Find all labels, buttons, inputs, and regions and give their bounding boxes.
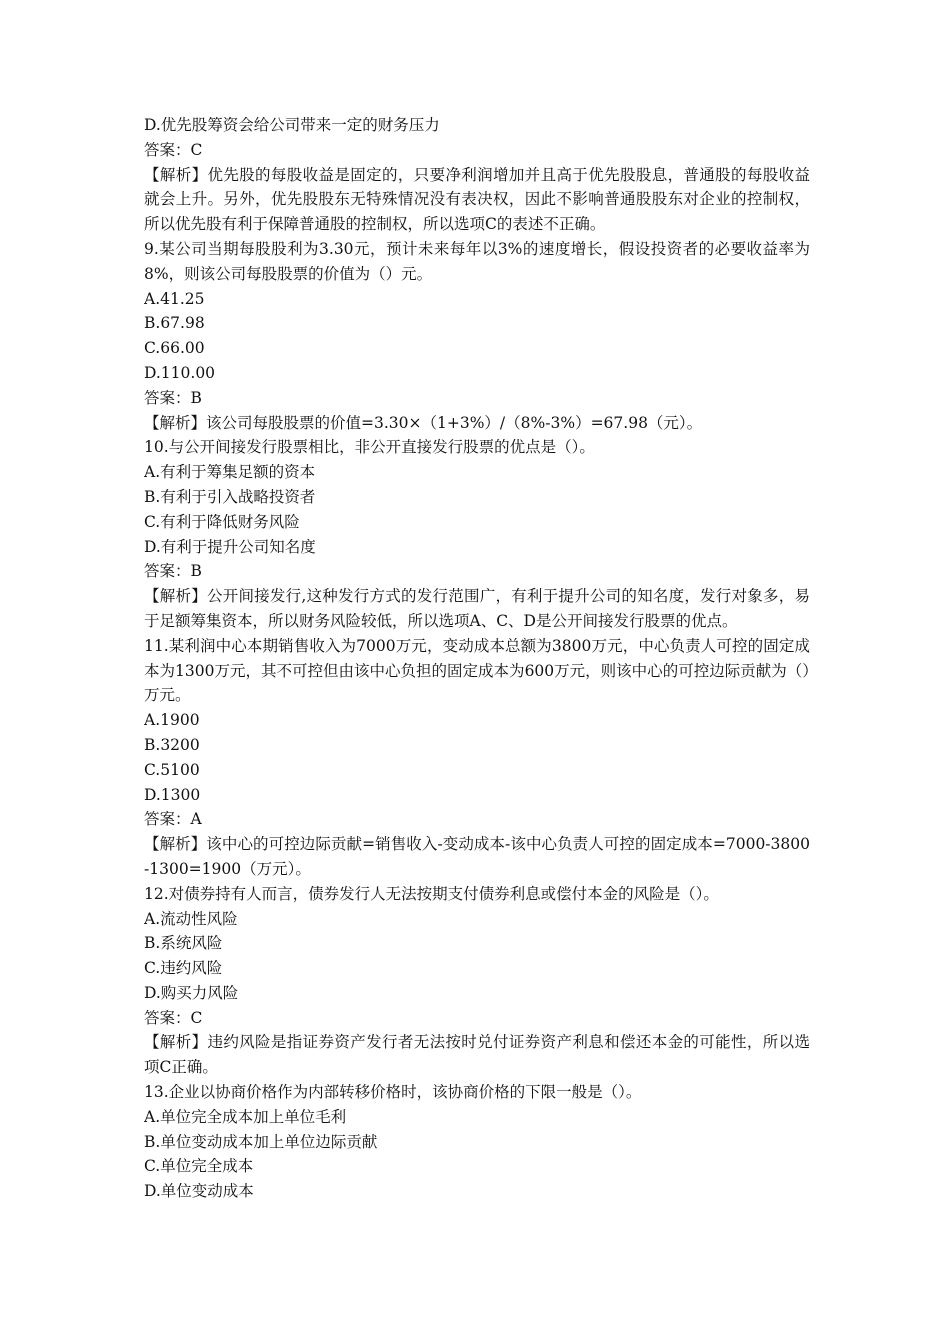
q11-analysis: 【解析】该中心的可控边际贡献=销售收入-变动成本-该中心负责人可控的固定成本=7000-3800-1300=1900（万元）。 (144, 835, 810, 878)
q9-option-d: D.110.00 (144, 363, 216, 382)
q8-answer: 答案：C (144, 140, 203, 159)
q10-answer: 答案：B (144, 562, 202, 581)
q10-option-c: C.有利于降低财务风险 (144, 512, 300, 531)
q9-answer: 答案：B (144, 388, 202, 407)
q13-option-c: C.单位完全成本 (144, 1157, 254, 1176)
q9-option-c: C.66.00 (144, 339, 205, 358)
q9-stem: 9.某公司当期每股股利为3.30元，预计未来每年以3%的速度增长，假设投资者的必要收益率为8%，则该公司每股股票的价值为（）元。 (144, 239, 810, 283)
q9-option-a: A.41.25 (144, 289, 205, 308)
q12-option-d: D.购买力风险 (144, 983, 239, 1002)
q13-stem: 13.企业以协商价格作为内部转移价格时，该协商价格的下限一般是（）。 (144, 1083, 642, 1102)
q13-option-b: B.单位变动成本加上单位边际贡献 (144, 1132, 378, 1151)
q8-option-d: D.优先股筹资会给公司带来一定的财务压力 (144, 116, 440, 134)
q10-option-b: B.有利于引入战略投资者 (144, 487, 316, 506)
q12-option-b: B.系统风险 (144, 934, 223, 953)
q13-option-a: A.单位完全成本加上单位毛利 (144, 1107, 347, 1126)
q10-analysis: 【解析】公开间接发行,这种发行方式的发行范围广，有利于提升公司的知名度，发行对象多，易于足额筹集资本，所以财务风险较低，所以选项A、C、D是公开间接发行股票的优点。 (144, 587, 810, 630)
q12-answer: 答案：C (144, 1008, 203, 1027)
q10-option-d: D.有利于提升公司知名度 (144, 537, 316, 556)
q10-option-a: A.有利于筹集足额的资本 (144, 463, 316, 482)
q11-option-d: D.1300 (144, 785, 201, 804)
q11-option-b: B.3200 (144, 735, 200, 754)
q9-analysis: 【解析】该公司每股股票的价值=3.30×（1+3%）/（8%-3%）=67.98（元）。 (144, 413, 703, 432)
q9-option-b: B.67.98 (144, 314, 205, 333)
q8-analysis: 【解析】优先股的每股收益是固定的，只要净利润增加并且高于优先股股息，普通股的每股收益就会上升。另外，优先股股东无特殊情况没有表决权，因此不影响普通股股东对企业的控制权，所以优先股有利于保障普通股的控制权，所以选项C的表述不正确。 (144, 165, 810, 234)
q12-option-a: A.流动性风险 (144, 909, 238, 928)
document-page (144, 113, 810, 1204)
q13-option-d: D.单位变动成本 (144, 1182, 254, 1201)
q10-stem: 10.与公开间接发行股票相比，非公开直接发行股票的优点是（）。 (144, 438, 595, 457)
q11-stem: 11.某利润中心本期销售收入为7000万元，变动成本总额为3800万元，中心负责人可控的固定成本为1300万元，其不可控但由该中心负担的固定成本为600万元，则该中心的可控边际贡献为（）万元。 (144, 636, 810, 705)
q11-option-a: A.1900 (144, 711, 200, 730)
q11-option-c: C.5100 (144, 760, 200, 779)
q12-analysis: 【解析】违约风险是指证券资产发行者无法按时兑付证券资产利息和偿还本金的可能性，所以选项C正确。 (144, 1033, 810, 1077)
q12-option-c: C.违约风险 (144, 959, 223, 978)
q11-answer: 答案：A (144, 810, 202, 829)
q12-stem: 12.对债券持有人而言，债券发行人无法按期支付债券利息或偿付本金的风险是（）。 (144, 884, 719, 903)
